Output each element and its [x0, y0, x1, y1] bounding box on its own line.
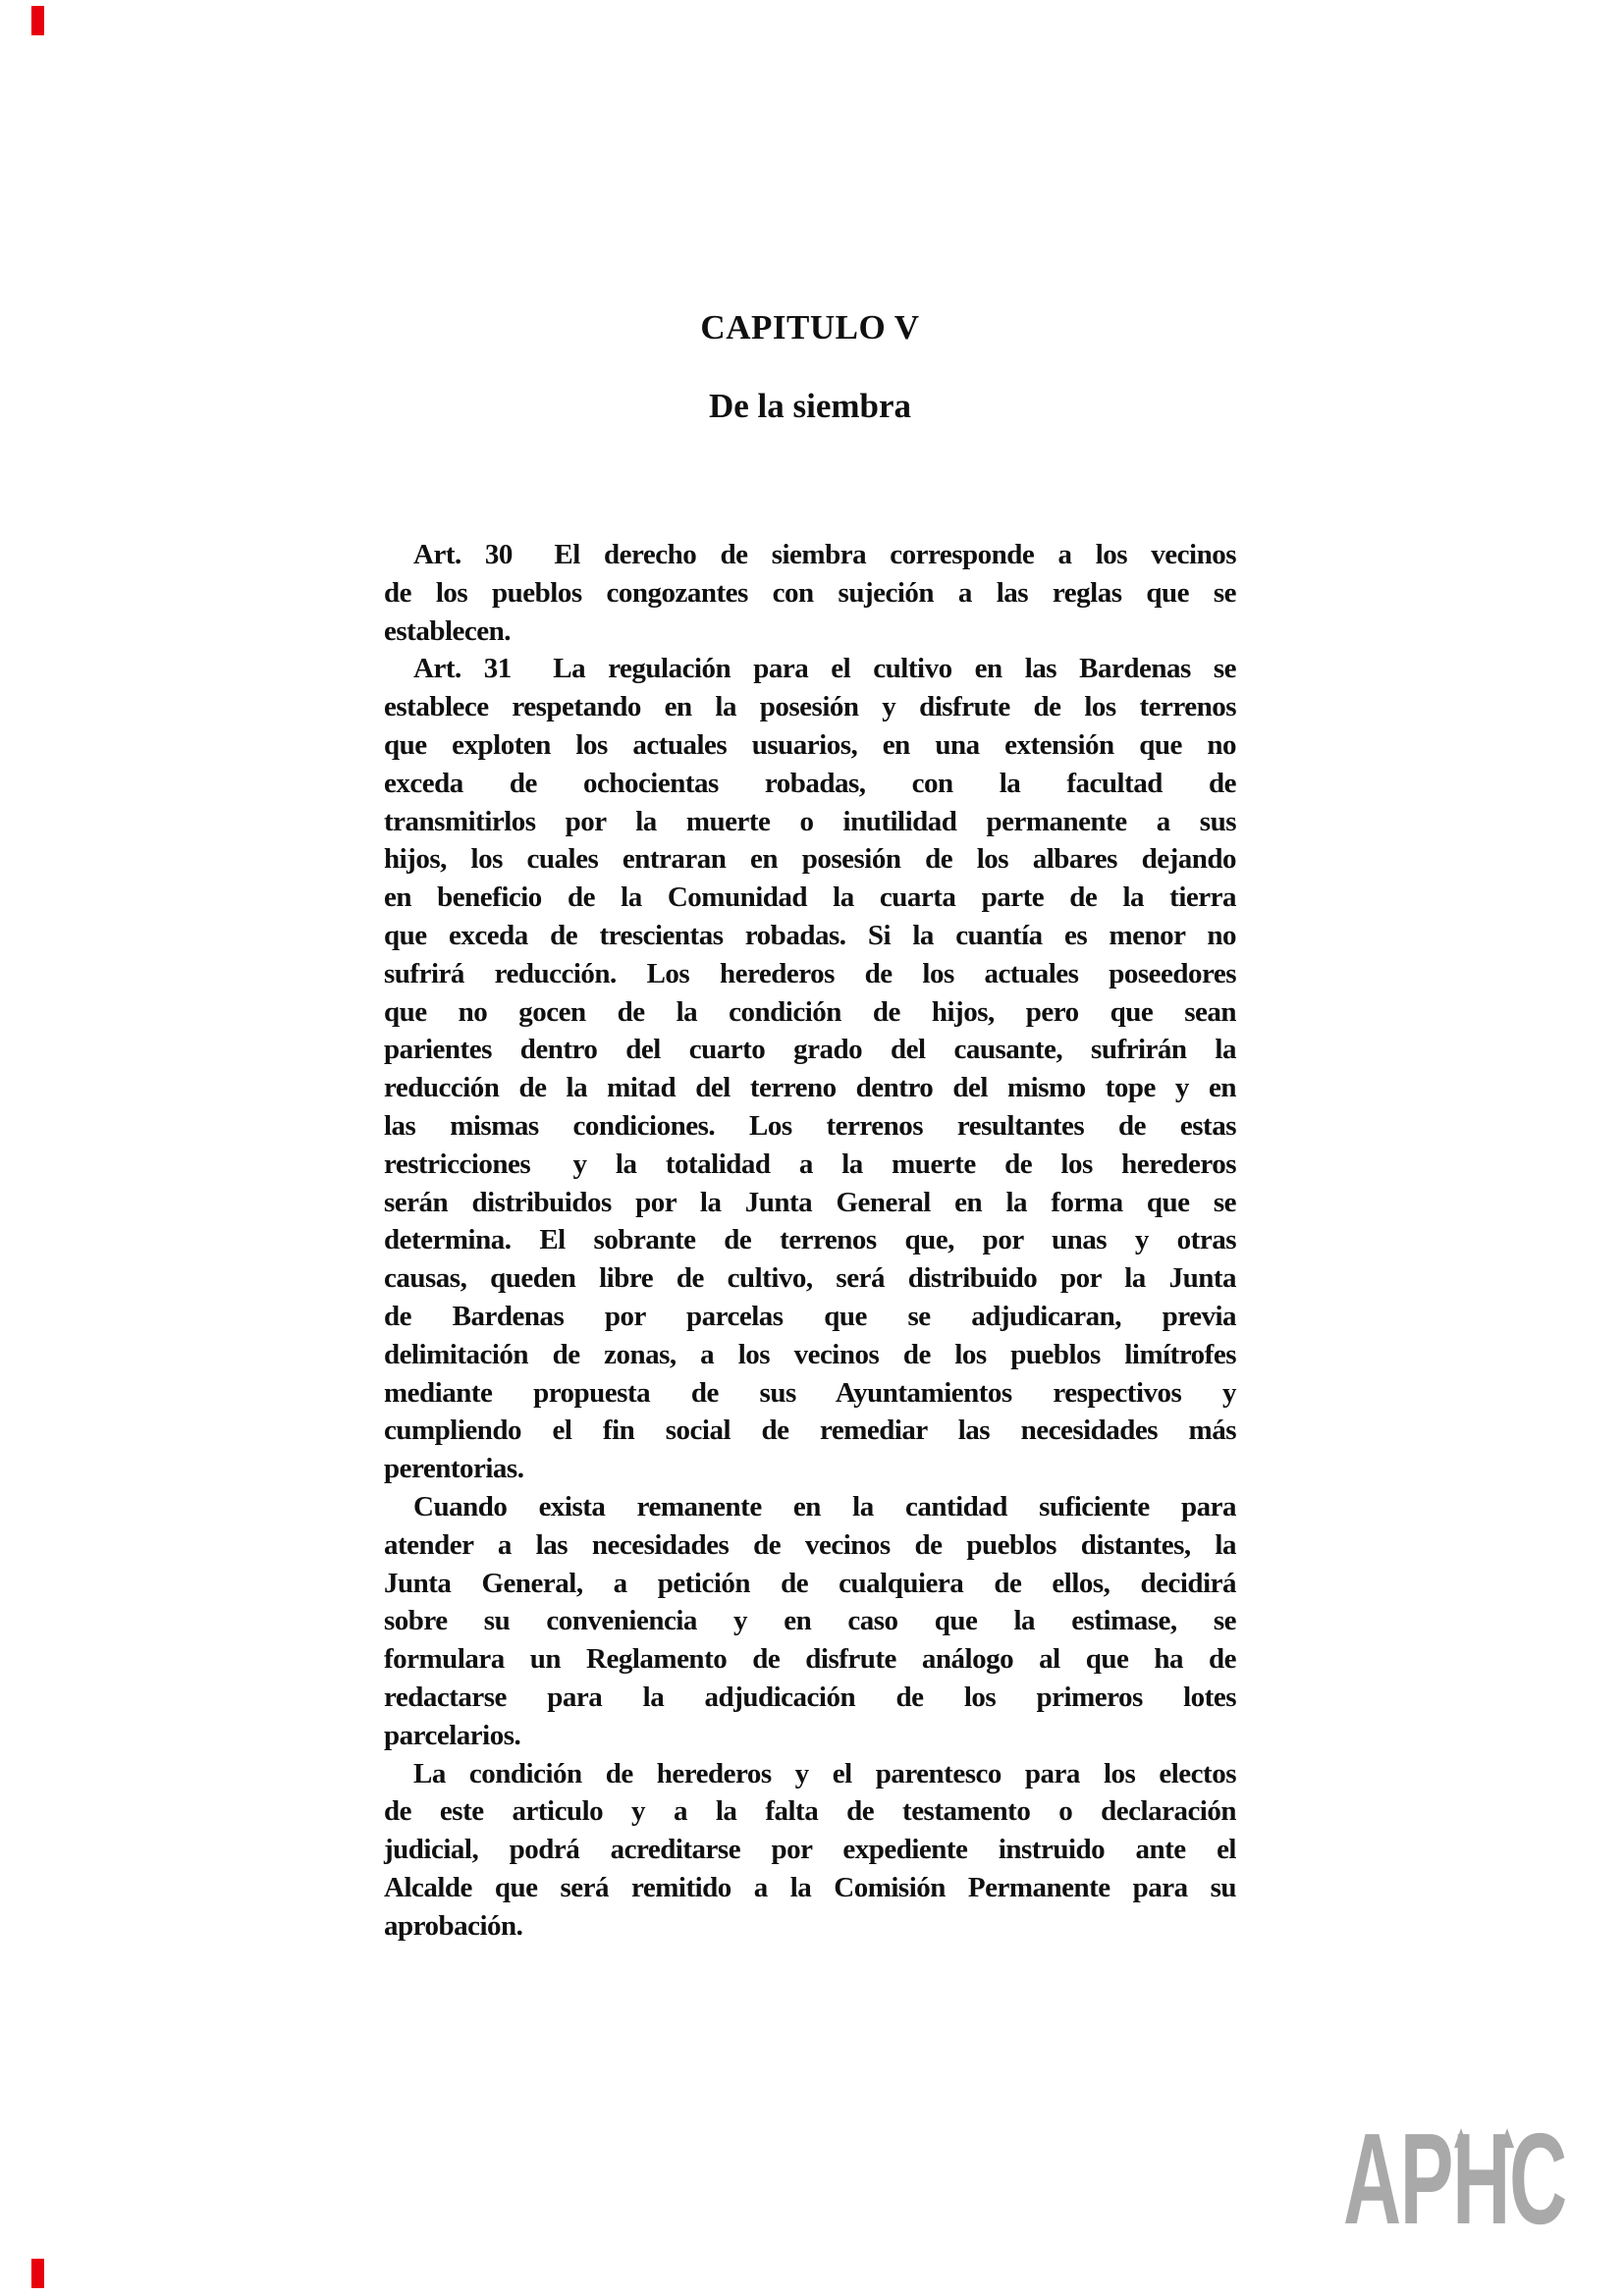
text-line: que no gocen de la condición de hijos, pero que sean — [384, 995, 1236, 1028]
text-line: perentorias. — [384, 1453, 524, 1485]
text-line: serán distribuidos por la Junta General en la forma que se — [384, 1186, 1236, 1218]
paragraph-art-30 — [384, 536, 1236, 650]
text-line: establece respetando en la posesión y disfrute de los terrenos — [384, 691, 1236, 723]
text-line: sufrirá reducción. Los herederos de los actuales poseedores — [384, 957, 1236, 989]
aphc-watermark-text: APHC — [1343, 2107, 1566, 2251]
text-line: de este articulo y a la falta de testamento o declaración — [384, 1795, 1236, 1828]
text-line: La condición de herederos y el parentesco para los electos — [413, 1757, 1236, 1789]
text-line: Art. 31 La regulación para el cultivo en las Bardenas se — [413, 653, 1236, 685]
text-line: exceda de ochocientas robadas, con la facultad de — [384, 767, 1236, 799]
section-title: De la siembra — [708, 387, 912, 425]
text-line: reducción de la mitad del terreno dentro del mismo tope y en — [384, 1072, 1236, 1104]
chapter-title: CAPITULO V — [700, 308, 920, 347]
text-line: Alcalde que será remitido a la Comisión Permanente para su — [384, 1871, 1236, 1903]
text-line: en beneficio de la Comunidad la cuarta parte de la tierra — [384, 881, 1236, 914]
tower-spire-icon — [1454, 2128, 1468, 2148]
text-line: determina. El sobrante de terrenos que, por unas y otras — [384, 1224, 1236, 1256]
text-line: sobre su conveniencia y en caso que la estimase, se — [384, 1605, 1236, 1637]
red-edge-mark-top — [31, 6, 44, 35]
text-line: cumpliendo el fin social de remediar las necesidades más — [384, 1415, 1236, 1447]
text-line: delimitación de zonas, a los vecinos de los pueblos limítrofes — [384, 1338, 1236, 1370]
text-line: formulara un Reglamento de disfrute análogo al que ha de — [384, 1643, 1236, 1676]
paragraph-art-31 — [384, 650, 1236, 1488]
text-line: Art. 30 El derecho de siembra corresponde a los vecinos — [413, 539, 1236, 570]
paragraph-condicion-herederos — [384, 1755, 1236, 1946]
aphc-watermark-logo — [1343, 2107, 1579, 2251]
text-line: parcelarios. — [384, 1719, 521, 1751]
paragraph-remanente — [384, 1488, 1236, 1755]
text-line: atender a las necesidades de vecinos de pueblos distantes, la — [384, 1528, 1236, 1561]
text-line: redactarse para la adjudicación de los primeros lotes — [384, 1681, 1236, 1713]
text-line: las mismas condiciones. Los terrenos resultantes de estas — [384, 1109, 1236, 1142]
text-line: Cuando exista remanente en la cantidad suficiente para — [413, 1490, 1236, 1522]
text-line: hijos, los cuales entraran en posesión de los albares dejando — [384, 843, 1236, 876]
text-line: de los pueblos congozantes con sujeción a las reglas que se — [384, 576, 1236, 609]
text-line: restricciones y la totalidad a la muerte de los herederos — [384, 1148, 1236, 1180]
text-line: aprobación. — [384, 1909, 523, 1942]
text-line: de Bardenas por parcelas que se adjudicaran, previa — [384, 1300, 1236, 1332]
text-line: establecen. — [384, 614, 511, 647]
text-line: mediante propuesta de sus Ayuntamientos respectivos y — [384, 1376, 1236, 1409]
text-line: judicial, podrá acreditarse por expediente instruido ante el — [384, 1834, 1236, 1866]
text-line: causas, queden libre de cultivo, será distribuido por la Junta — [384, 1262, 1236, 1295]
tower-spire-icon — [1500, 2128, 1514, 2148]
text-line: Junta General, a petición de cualquiera de ellos, decidirá — [384, 1567, 1236, 1599]
text-line: que exploten los actuales usuarios, en una extensión que no — [384, 728, 1236, 761]
body-text — [384, 536, 1236, 1945]
red-edge-mark-bottom — [31, 2259, 44, 2288]
text-line: que exceda de trescientas robadas. Si la cuantía es menor no — [384, 919, 1236, 951]
text-line: parientes dentro del cuarto grado del causante, sufrirán la — [384, 1034, 1236, 1066]
text-line: transmitirlos por la muerte o inutilidad permanente a sus — [384, 805, 1236, 837]
